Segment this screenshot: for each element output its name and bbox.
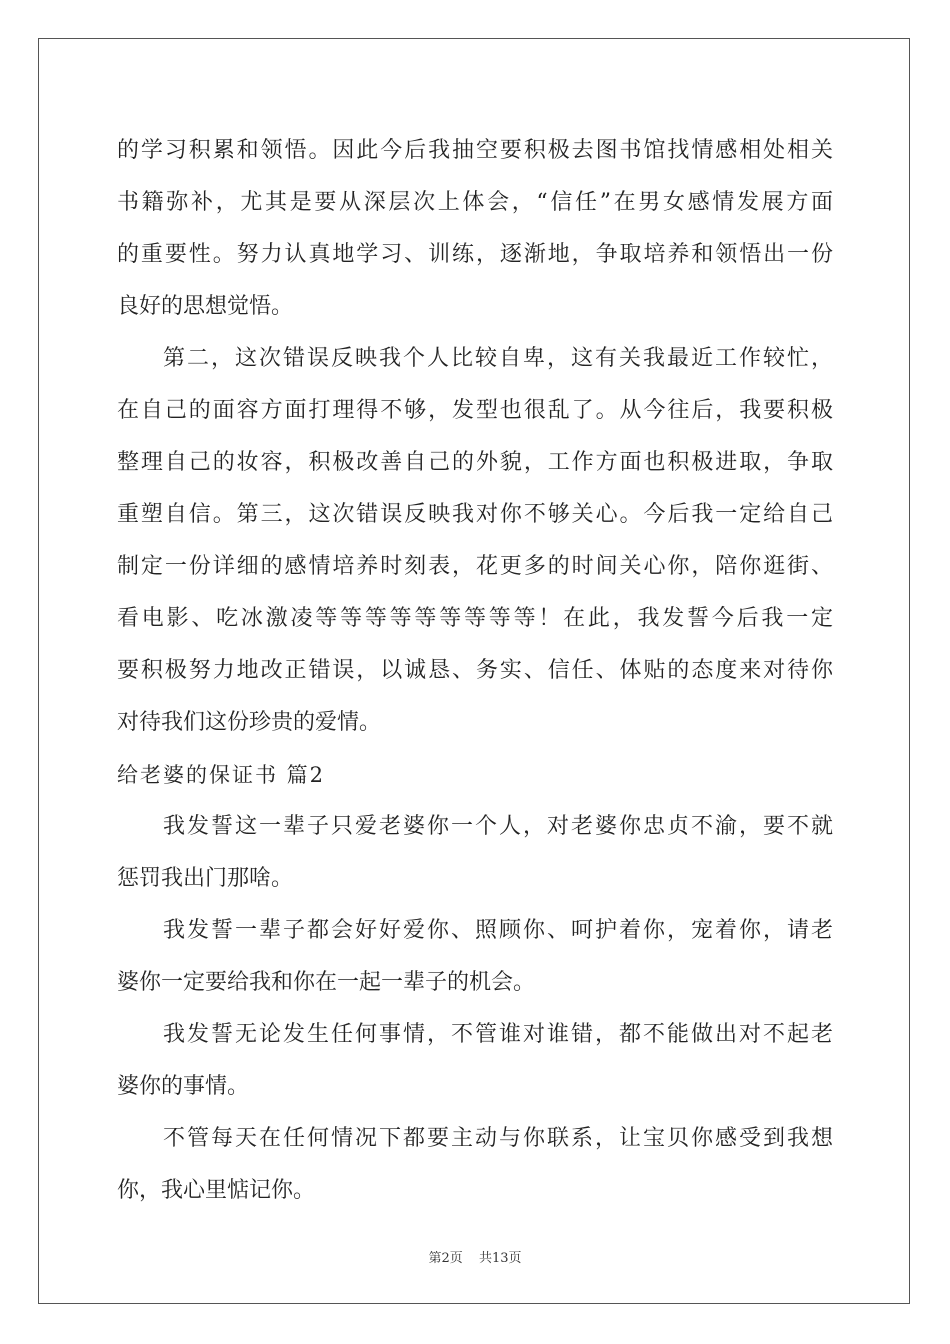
text-line: 第二，这次错误反映我个人比较自卑，这有关我最近工作较忙， bbox=[163, 346, 833, 371]
text-line: 我发誓一辈子都会好好爱你、照顾你、呵护着你，宠着你，请老 bbox=[163, 918, 833, 943]
text-line: 我发誓这一辈子只爱老婆你一个人，对老婆你忠贞不渝，要不就 bbox=[163, 814, 833, 839]
text-line: 的学习积累和领悟。因此今后我抽空要积极去图书馆找情感相处相关 bbox=[117, 138, 833, 163]
text-line: 惩罚我出门那啥。 bbox=[117, 866, 294, 891]
paragraph bbox=[117, 1113, 833, 1217]
text-line: 整理自己的妆容，积极改善自己的外貌，工作方面也积极进取，争取 bbox=[117, 450, 833, 475]
text-line: 婆你的事情。 bbox=[117, 1074, 250, 1099]
text-line: 重塑自信。第三，这次错误反映我对你不够关心。今后我一定给自己 bbox=[117, 502, 833, 527]
text-line: 你，我心里惦记你。 bbox=[117, 1178, 316, 1203]
text-line: 婆你一定要给我和你在一起一辈子的机会。 bbox=[117, 970, 536, 995]
text-line: 我发誓无论发生任何事情，不管谁对谁错，都不能做出对不起老 bbox=[163, 1022, 833, 1047]
paragraph bbox=[117, 801, 833, 905]
text-line: 制定一份详细的感情培养时刻表，花更多的时间关心你，陪你逛街、 bbox=[117, 554, 833, 579]
text-line: 良好的思想觉悟。 bbox=[117, 294, 294, 319]
text-line: 要积极努力地改正错误，以诚恳、务实、信任、体贴的态度来对待你 bbox=[117, 658, 833, 683]
text-line: 不管每天在任何情况下都要主动与你联系，让宝贝你感受到我想 bbox=[163, 1126, 833, 1151]
text-line: 书籍弥补，尤其是要从深层次上体会，“信任”在男女感情发展方面 bbox=[117, 190, 833, 215]
page-number: 第2页 bbox=[428, 1251, 463, 1266]
paragraph bbox=[117, 905, 833, 1009]
text-line: 看电影、吃冰激凌等等等等等等等等等！在此，我发誓今后我一定 bbox=[117, 606, 833, 631]
section-heading: 给老婆的保证书 篇2 bbox=[117, 763, 326, 787]
document-body bbox=[117, 125, 833, 1217]
text-line: 的重要性。努力认真地学习、训练，逐渐地，争取培养和领悟出一份 bbox=[117, 242, 833, 267]
paragraph bbox=[117, 125, 833, 333]
paragraph bbox=[117, 333, 833, 749]
page-total: 共13页 bbox=[478, 1251, 522, 1266]
page-footer bbox=[0, 1247, 950, 1266]
text-line: 在自己的面容方面打理得不够，发型也很乱了。从今往后，我要积极 bbox=[117, 398, 833, 423]
paragraph bbox=[117, 1009, 833, 1113]
text-line: 对待我们这份珍贵的爱情。 bbox=[117, 710, 382, 735]
